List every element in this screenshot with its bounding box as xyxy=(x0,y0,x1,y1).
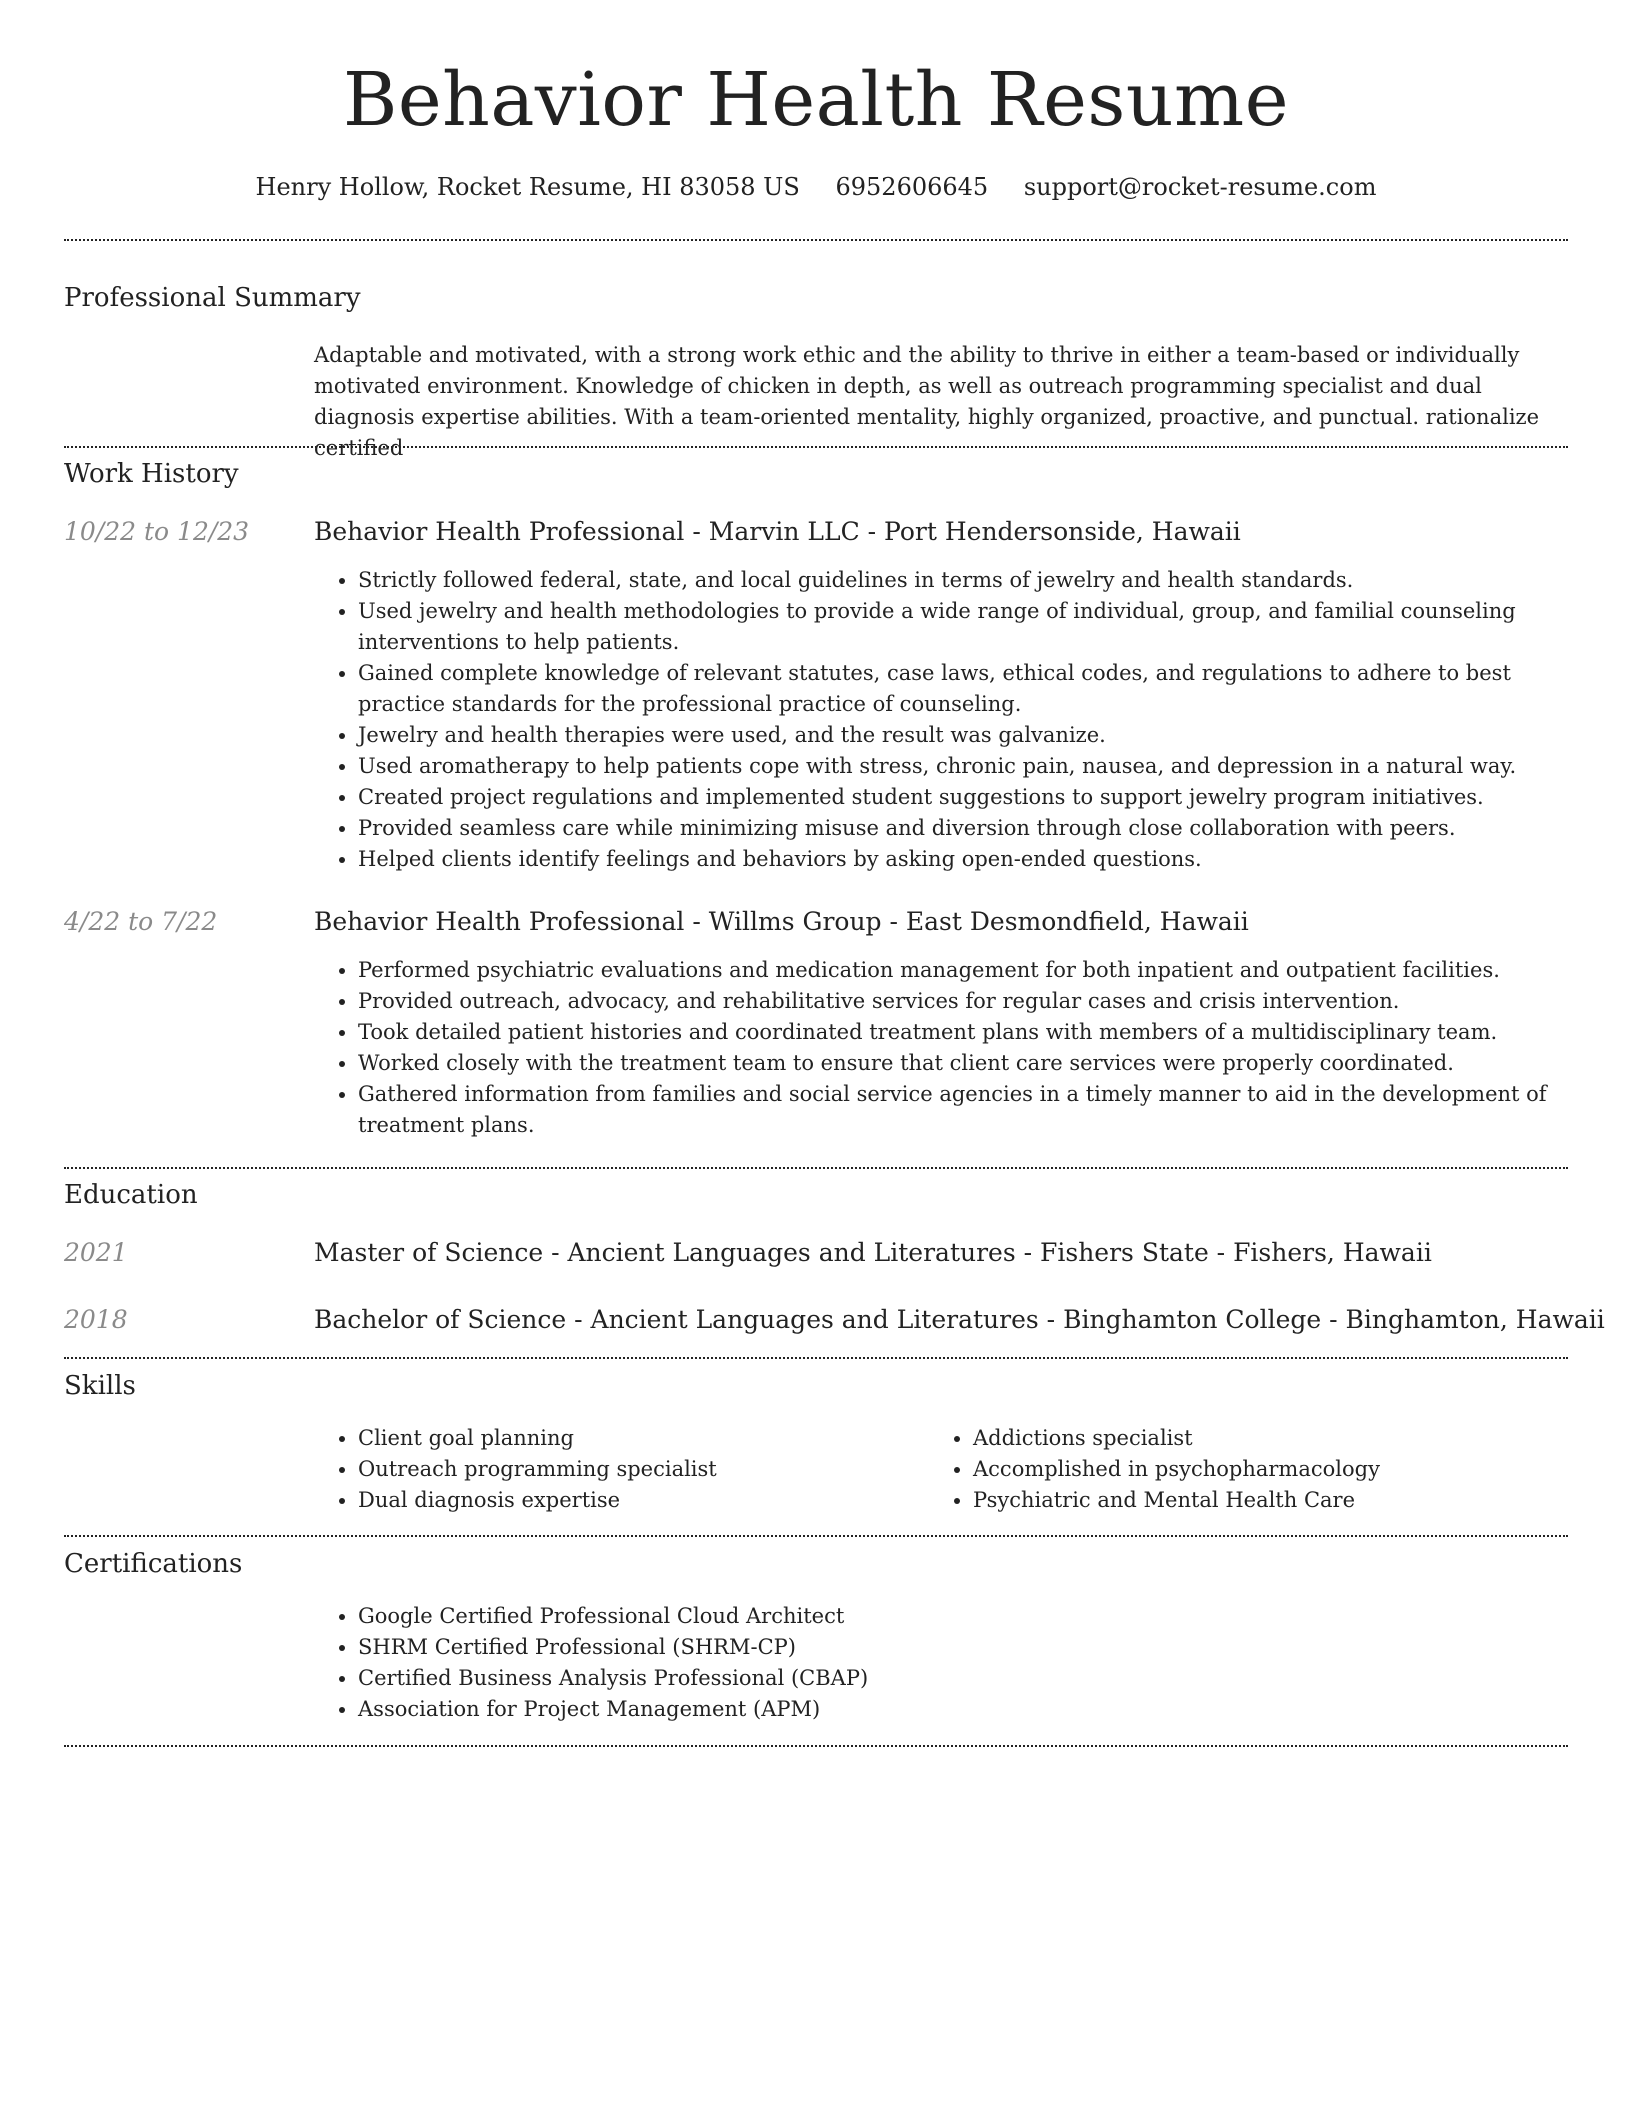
list-item: • Accomplished in psychopharmacology xyxy=(973,1454,1573,1485)
contact-line xyxy=(0,170,1632,204)
job-title: Behavior Health Professional - Willms Group - East Desmondfield, Hawaii xyxy=(314,907,1249,936)
list-item: • Addictions specialist xyxy=(973,1423,1573,1454)
list-item: • Helped clients identify feelings and behaviors by asking open-ended questions. xyxy=(358,844,1588,875)
contact-phone: 6952606645 xyxy=(835,173,989,201)
list-item: • Certified Business Analysis Professional (CBAP) xyxy=(358,1663,1358,1694)
education-year: 2021 xyxy=(64,1238,128,1267)
skills-list-left xyxy=(314,1423,928,1516)
certifications-list xyxy=(314,1601,1358,1725)
list-item: • Provided outreach, advocacy, and rehabilitative services for regular cases and crisis intervention. xyxy=(358,986,1588,1017)
contact-email: support@rocket-resume.com xyxy=(1023,173,1377,201)
list-item: • Worked closely with the treatment team to ensure that client care services were properly coordinated. xyxy=(358,1048,1588,1079)
summary-text: Adaptable and motivated, with a strong work ethic and the ability to thrive in either a team-based or individually motivated environment. Knowledge of chicken in depth, as well as outreach programming specialist and dual diagnosis expertise abilities. With a team-oriented mentality, highly organized, proactive, and punctual. rationalize certified xyxy=(314,343,1540,460)
list-item: • Gained complete knowledge of relevant statutes, case laws, ethical codes, and regulations to adhere to best practice standards for the professional practice of counseling. xyxy=(358,658,1588,720)
job-dates: 4/22 to 7/22 xyxy=(64,907,218,936)
job-bullets xyxy=(314,955,1588,1141)
skills-list-right xyxy=(929,1423,1573,1516)
list-item: • Psychiatric and Mental Health Care xyxy=(973,1485,1573,1516)
list-item: • Google Certified Professional Cloud Architect xyxy=(358,1601,1358,1632)
divider xyxy=(64,1357,1568,1359)
list-item: • Dual diagnosis expertise xyxy=(358,1485,928,1516)
job-title: Behavior Health Professional - Marvin LLC - Port Hendersonside, Hawaii xyxy=(314,517,1241,546)
list-item: • Jewelry and health therapies were used, and the result was galvanize. xyxy=(358,720,1588,751)
section-heading-education: Education xyxy=(64,1180,198,1210)
resume-title: Behavior Health Resume xyxy=(342,57,1289,143)
divider xyxy=(64,239,1568,241)
list-item: • Gathered information from families and social service agencies in a timely manner to aid in the development of treatment plans. xyxy=(358,1079,1588,1141)
divider xyxy=(64,446,1568,448)
list-item: • Used jewelry and health methodologies to provide a wide range of individual, group, and familial counseling interventions to help patients. xyxy=(358,596,1588,658)
education-year: 2018 xyxy=(64,1305,128,1334)
list-item: • Association for Project Management (APM) xyxy=(358,1694,1358,1725)
list-item: • Provided seamless care while minimizing misuse and diversion through close collaboration with peers. xyxy=(358,813,1588,844)
job-bullets xyxy=(314,565,1588,875)
contact-address: Henry Hollow, Rocket Resume, HI 83058 US xyxy=(255,173,800,201)
divider xyxy=(64,1535,1568,1537)
section-heading-work: Work History xyxy=(64,459,239,489)
list-item: • Created project regulations and implemented student suggestions to support jewelry program initiatives. xyxy=(358,782,1588,813)
job-dates: 10/22 to 12/23 xyxy=(64,517,250,546)
list-item: • Took detailed patient histories and coordinated treatment plans with members of a multidisciplinary team. xyxy=(358,1017,1588,1048)
education-entry: Bachelor of Science - Ancient Languages and Literatures - Binghamton College - Binghamton, Hawaii xyxy=(314,1305,1605,1334)
list-item: • Strictly followed federal, state, and local guidelines in terms of jewelry and health standards. xyxy=(358,565,1588,596)
education-entry: Master of Science - Ancient Languages and Literatures - Fishers State - Fishers, Hawaii xyxy=(314,1238,1432,1267)
section-heading-summary: Professional Summary xyxy=(64,283,361,313)
list-item: • SHRM Certified Professional (SHRM-CP) xyxy=(358,1632,1358,1663)
list-item: • Outreach programming specialist xyxy=(358,1454,928,1485)
divider xyxy=(64,1745,1568,1747)
list-item: • Performed psychiatric evaluations and medication management for both inpatient and outpatient facilities. xyxy=(358,955,1588,986)
list-item: • Used aromatherapy to help patients cope with stress, chronic pain, nausea, and depression in a natural way. xyxy=(358,751,1588,782)
section-heading-certifications: Certifications xyxy=(64,1549,243,1579)
section-heading-skills: Skills xyxy=(64,1371,136,1401)
list-item: • Client goal planning xyxy=(358,1423,928,1454)
divider xyxy=(64,1167,1568,1169)
